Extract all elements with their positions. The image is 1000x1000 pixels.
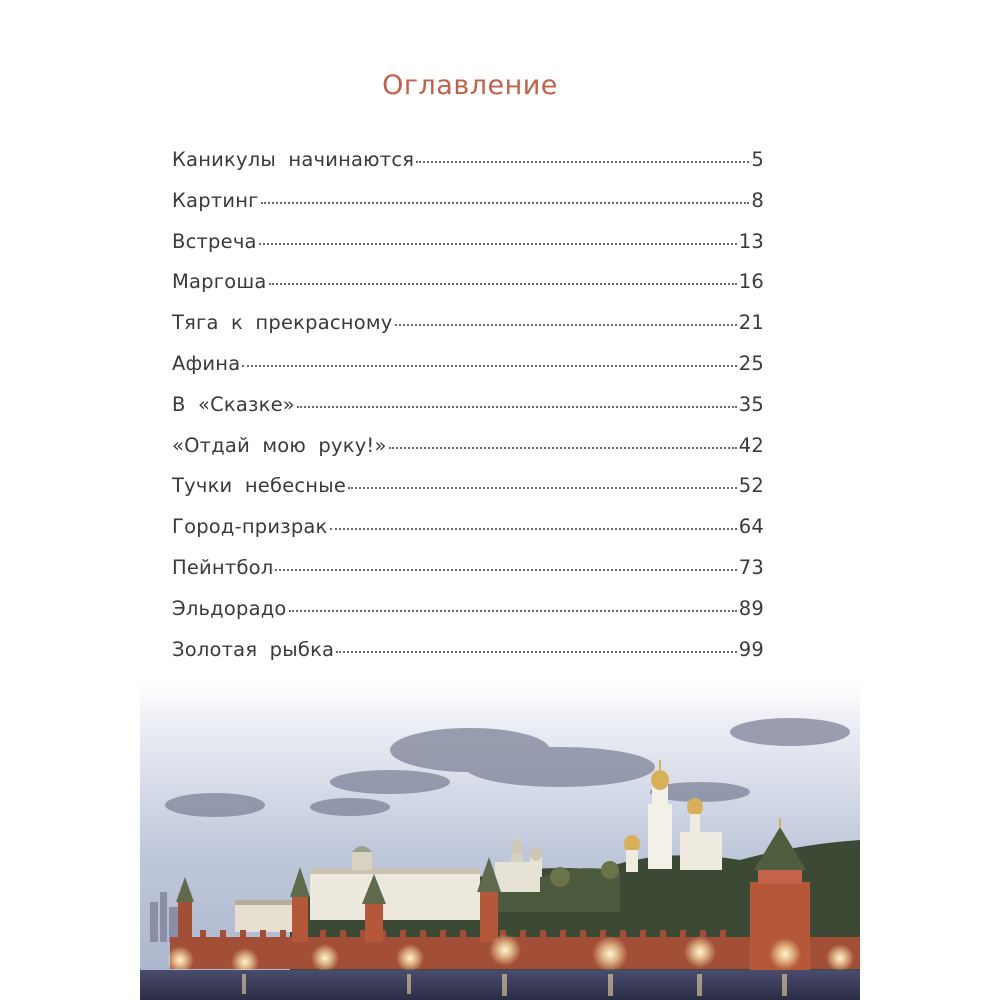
dot-leader	[336, 651, 737, 653]
toc-entry-title: «Отдай мою руку!»	[172, 433, 387, 457]
toc-entry[interactable]	[172, 311, 764, 352]
sky-fade	[140, 672, 860, 712]
toc-entry-page: 5	[751, 148, 764, 171]
dot-leader	[261, 202, 750, 204]
toc-entry-page: 64	[738, 515, 764, 539]
toc-entry-page: 16	[738, 270, 764, 294]
toc-entry-page: 13	[738, 229, 764, 253]
dot-leader	[416, 161, 749, 163]
toc-entry[interactable]	[172, 270, 764, 311]
dot-leader	[259, 243, 737, 245]
dot-leader	[242, 365, 736, 367]
toc-entry-page: 21	[738, 311, 764, 335]
toc-entry-page: 25	[738, 351, 764, 375]
dot-leader	[275, 569, 736, 571]
toc-entry[interactable]	[172, 148, 764, 189]
toc-entry-title: Каникулы начинаются	[172, 148, 415, 171]
dot-leader	[348, 487, 737, 489]
table-of-contents	[172, 148, 764, 678]
toc-entry-page: 8	[751, 188, 764, 212]
toc-entry[interactable]	[172, 556, 764, 597]
toc-entry-page: 35	[738, 392, 764, 416]
toc-entry-title: Пейнтбол	[172, 555, 274, 579]
river	[140, 970, 860, 1000]
toc-entry-page: 89	[738, 596, 764, 620]
toc-entry[interactable]	[172, 597, 764, 638]
toc-entry-title: Встреча	[172, 229, 257, 253]
toc-entry-title: Эльдорадо	[172, 596, 287, 620]
dot-leader	[389, 447, 737, 449]
dot-leader	[395, 324, 737, 326]
toc-entry-title: Картинг	[172, 188, 259, 212]
small-building-left	[235, 900, 295, 932]
toc-entry[interactable]	[172, 515, 764, 556]
dot-leader	[330, 528, 737, 530]
kremlin-illustration	[140, 672, 860, 1000]
toc-entry[interactable]	[172, 393, 764, 434]
toc-entry-title: Тучки небесные	[172, 474, 347, 498]
toc-entry-page: 99	[738, 637, 764, 661]
toc-entry-page: 73	[738, 555, 764, 579]
toc-entry[interactable]	[172, 230, 764, 271]
toc-entry[interactable]	[172, 189, 764, 230]
toc-entry-title: Маргоша	[172, 270, 267, 294]
toc-entry-page: 52	[738, 474, 764, 498]
toc-entry[interactable]	[172, 474, 764, 515]
toc-entry-title: Афина	[172, 351, 241, 375]
dot-leader	[269, 283, 737, 285]
toc-entry[interactable]	[172, 352, 764, 393]
toc-entry-title: Город-призрак	[172, 515, 328, 539]
dot-leader	[289, 610, 737, 612]
toc-entry-title: Тяга к прекрасному	[172, 311, 393, 335]
toc-entry[interactable]	[172, 434, 764, 475]
dot-leader	[297, 406, 737, 408]
kremlin-scene	[140, 672, 860, 1000]
toc-entry-title: В «Сказке»	[172, 392, 295, 416]
toc-entry-title: Золотая рыбка	[172, 637, 335, 661]
toc-entry-page: 42	[738, 433, 764, 457]
page-title: Оглавление	[382, 70, 558, 101]
